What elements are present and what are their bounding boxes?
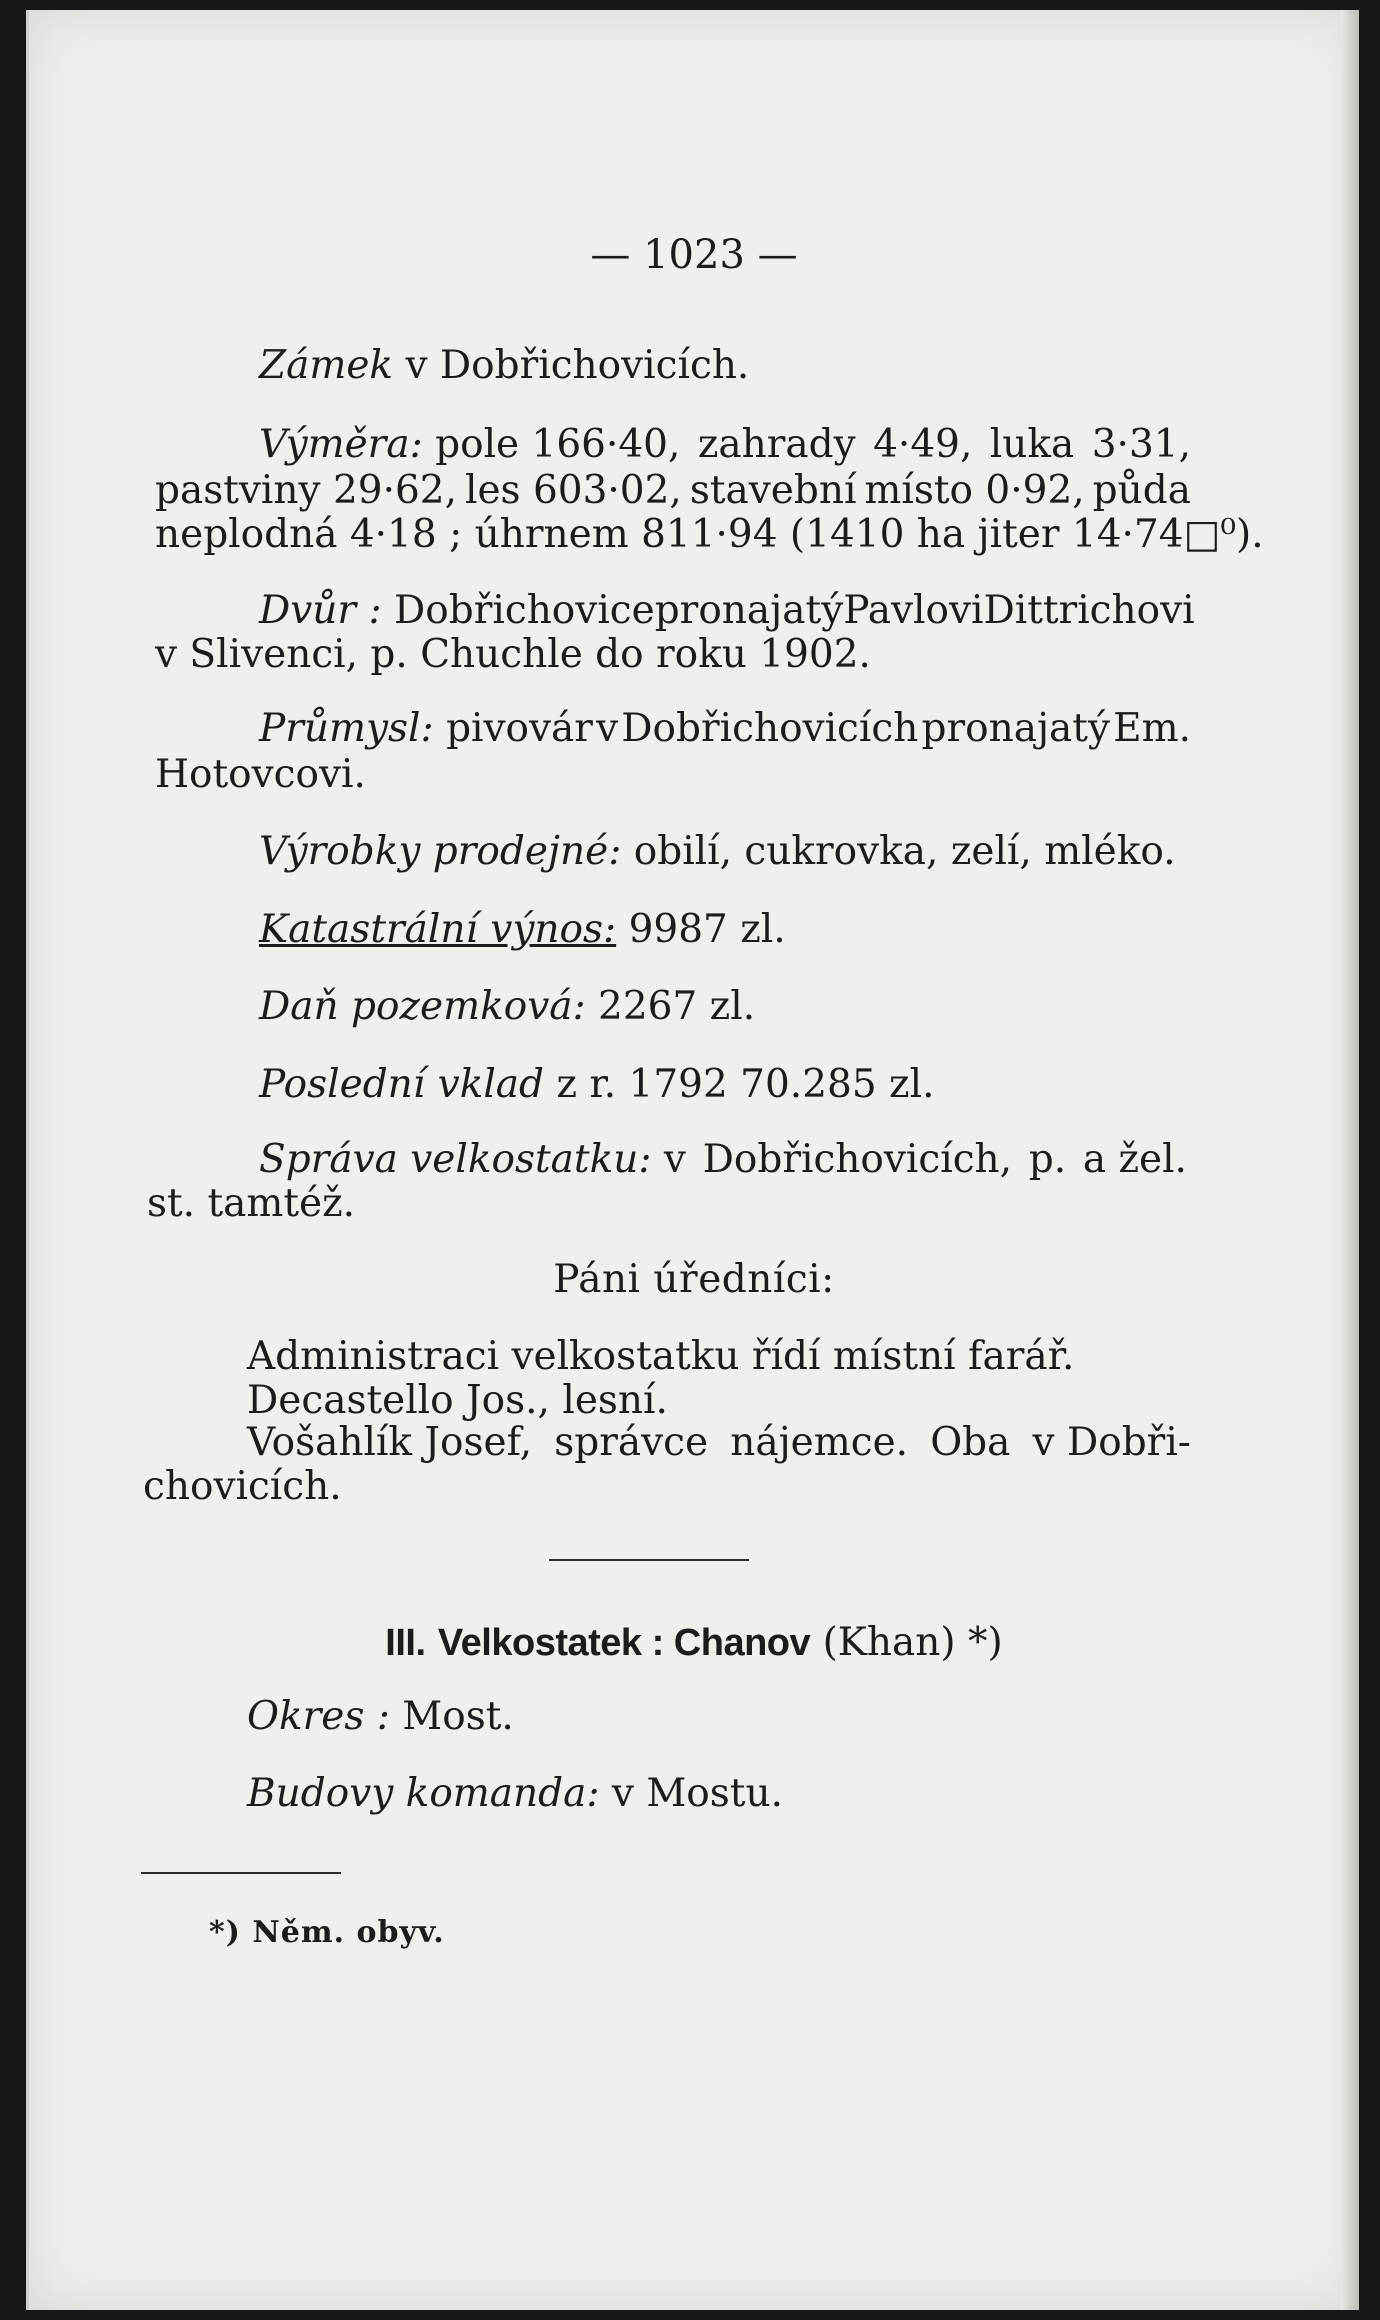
cadastral-label: Katastrální výnos: bbox=[259, 907, 617, 952]
buildings-text: v Mostu. bbox=[611, 1771, 783, 1816]
administration-line-2: st. tamtéž. bbox=[147, 1181, 356, 1226]
page-number: — 1023 — bbox=[590, 232, 798, 278]
land-tax-label: Daň pozemková: bbox=[259, 984, 586, 1029]
industry-line-2: Hotovcovi. bbox=[155, 752, 366, 797]
area-line-1: Výměra: pole 166·40, zahrady 4·49, luka 3·31, bbox=[259, 422, 1191, 467]
estate-number: III. bbox=[385, 1622, 426, 1664]
cadastral-text: 9987 zl. bbox=[628, 907, 786, 952]
buildings-line bbox=[247, 1772, 783, 1816]
officials-heading: Páni úředníci: bbox=[553, 1257, 835, 1302]
court-line-2: v Slivenci, p. Chuchle do roku 1902. bbox=[155, 632, 871, 677]
officials-line-4: chovicích. bbox=[143, 1464, 342, 1509]
last-deposit-text: z r. 1792 70.285 zl. bbox=[556, 1062, 935, 1107]
land-tax-text: 2267 zl. bbox=[598, 984, 756, 1029]
estate-german-name: (Khan) *) bbox=[822, 1620, 1003, 1665]
estate-heading bbox=[29, 1620, 1359, 1666]
castle-text: v Dobřichovicích. bbox=[405, 343, 750, 388]
court-line-1: Dvůr : Dobřichovice pronajatý Pavlovi Dittrichovi bbox=[259, 588, 1195, 633]
officials-line-1: Administraci velkostatku řídí místní farář. bbox=[247, 1334, 1075, 1379]
buildings-label: Budovy komanda: bbox=[247, 1771, 600, 1816]
officials-line-3: Vošahlík Josef, správce nájemce. Oba v Dobři- bbox=[247, 1420, 1191, 1465]
footnote-rule bbox=[141, 1872, 341, 1874]
district-text: Most. bbox=[402, 1694, 514, 1739]
area-line-2: pastviny 29·62, les 603·02, stavební místo 0·92, půda bbox=[155, 468, 1191, 513]
administration-label: Správa velkostatku: bbox=[259, 1137, 652, 1182]
products-text: obilí, cukrovka, zelí, mléko. bbox=[633, 829, 1176, 874]
area-label: Výměra: bbox=[259, 422, 423, 467]
castle-line bbox=[259, 344, 749, 388]
book-page bbox=[26, 10, 1359, 2310]
castle-label: Zámek bbox=[259, 343, 394, 388]
court-label: Dvůr : bbox=[259, 588, 382, 633]
industry-line-1: Průmysl: pivovár v Dobřichovicích pronajatý Em. bbox=[259, 706, 1191, 751]
section-divider bbox=[549, 1559, 749, 1561]
administration-line-1: Správa velkostatku: v Dobřichovicích, p. a žel. bbox=[259, 1137, 1187, 1182]
industry-label: Průmysl: bbox=[259, 706, 434, 751]
footnote: *) Něm. obyv. bbox=[209, 1915, 445, 1950]
district-label: Okres : bbox=[247, 1694, 390, 1739]
area-line-3: neplodná 4·18 ; úhrnem 811·94 (1410 ha jiter 14·74□⁰). bbox=[155, 512, 1264, 557]
cadastral-line bbox=[259, 908, 786, 952]
products-label: Výrobky prodejné: bbox=[259, 829, 622, 874]
products-line bbox=[259, 830, 1176, 874]
last-deposit-label: Poslední vklad bbox=[259, 1062, 545, 1107]
district-line bbox=[247, 1695, 514, 1739]
last-deposit-line bbox=[259, 1063, 934, 1107]
officials-line-2: Decastello Jos., lesní. bbox=[247, 1378, 668, 1423]
estate-title: Velkostatek : Chanov bbox=[437, 1622, 811, 1664]
land-tax-line bbox=[259, 985, 755, 1029]
